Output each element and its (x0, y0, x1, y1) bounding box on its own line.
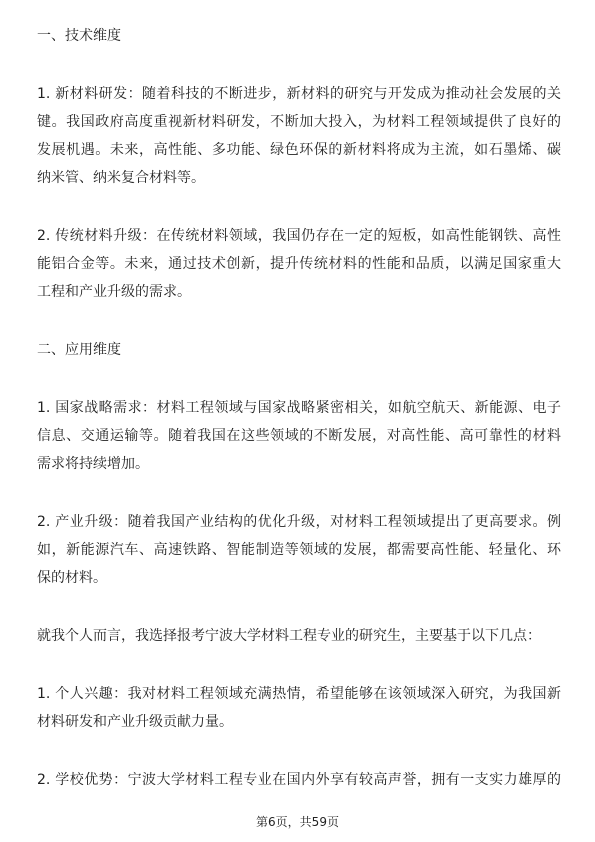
paragraph-line: 纳米管、纳米复合材料等。 (37, 170, 205, 186)
page-number-footer: 第6页，共59页 (256, 815, 339, 829)
paragraph-line: 保的材料。 (37, 570, 107, 586)
paragraph-line: 材料研发和产业升级贡献力量。 (37, 714, 233, 730)
paragraph-line: 工程和产业升级的需求。 (37, 284, 191, 300)
paragraph-line: 发展机遇。未来，高性能、多功能、绿色环保的新材料将成为主流，如石墨烯、碳 (37, 142, 561, 158)
paragraph-line: 1. 国家战略需求：材料工程领域与国家战略紧密相关，如航空航天、新能源、电子 (37, 400, 561, 416)
paragraph-line: 2. 传统材料升级：在传统材料领域，我国仍存在一定的短板，如高性能钢铁、高性 (37, 228, 561, 244)
paragraph-line: 1. 新材料研发：随着科技的不断进步，新材料的研究与开发成为推动社会发展的关 (37, 86, 561, 102)
paragraph-line: 2. 学校优势：宁波大学材料工程专业在国内外享有较高声誉，拥有一支实力雄厚的 (37, 772, 561, 788)
section-heading-application: 二、应用维度 (37, 342, 121, 358)
section-heading-technology: 一、技术维度 (37, 28, 121, 44)
paragraph-line: 需求将持续增加。 (37, 456, 149, 472)
paragraph-line: 如，新能源汽车、高速铁路、智能制造等领域的发展，都需要高性能、轻量化、环 (37, 542, 561, 558)
paragraph-line: 信息、交通运输等。随着我国在这些领域的不断发展，对高性能、高可靠性的材料 (37, 428, 561, 444)
paragraph-line: 2. 产业升级：随着我国产业结构的优化升级，对材料工程领域提出了更高要求。例 (37, 514, 561, 530)
paragraph-intro: 就我个人而言，我选择报考宁波大学材料工程专业的研究生，主要基于以下几点： (37, 628, 541, 644)
paragraph-line: 能铝合金等。未来，通过技术创新，提升传统材料的性能和品质，以满足国家重大 (37, 256, 561, 272)
paragraph-line: 1. 个人兴趣：我对材料工程领域充满热情，希望能够在该领域深入研究，为我国新 (37, 686, 561, 702)
paragraph-line: 键。我国政府高度重视新材料研发，不断加大投入，为材料工程领域提供了良好的 (37, 114, 561, 130)
